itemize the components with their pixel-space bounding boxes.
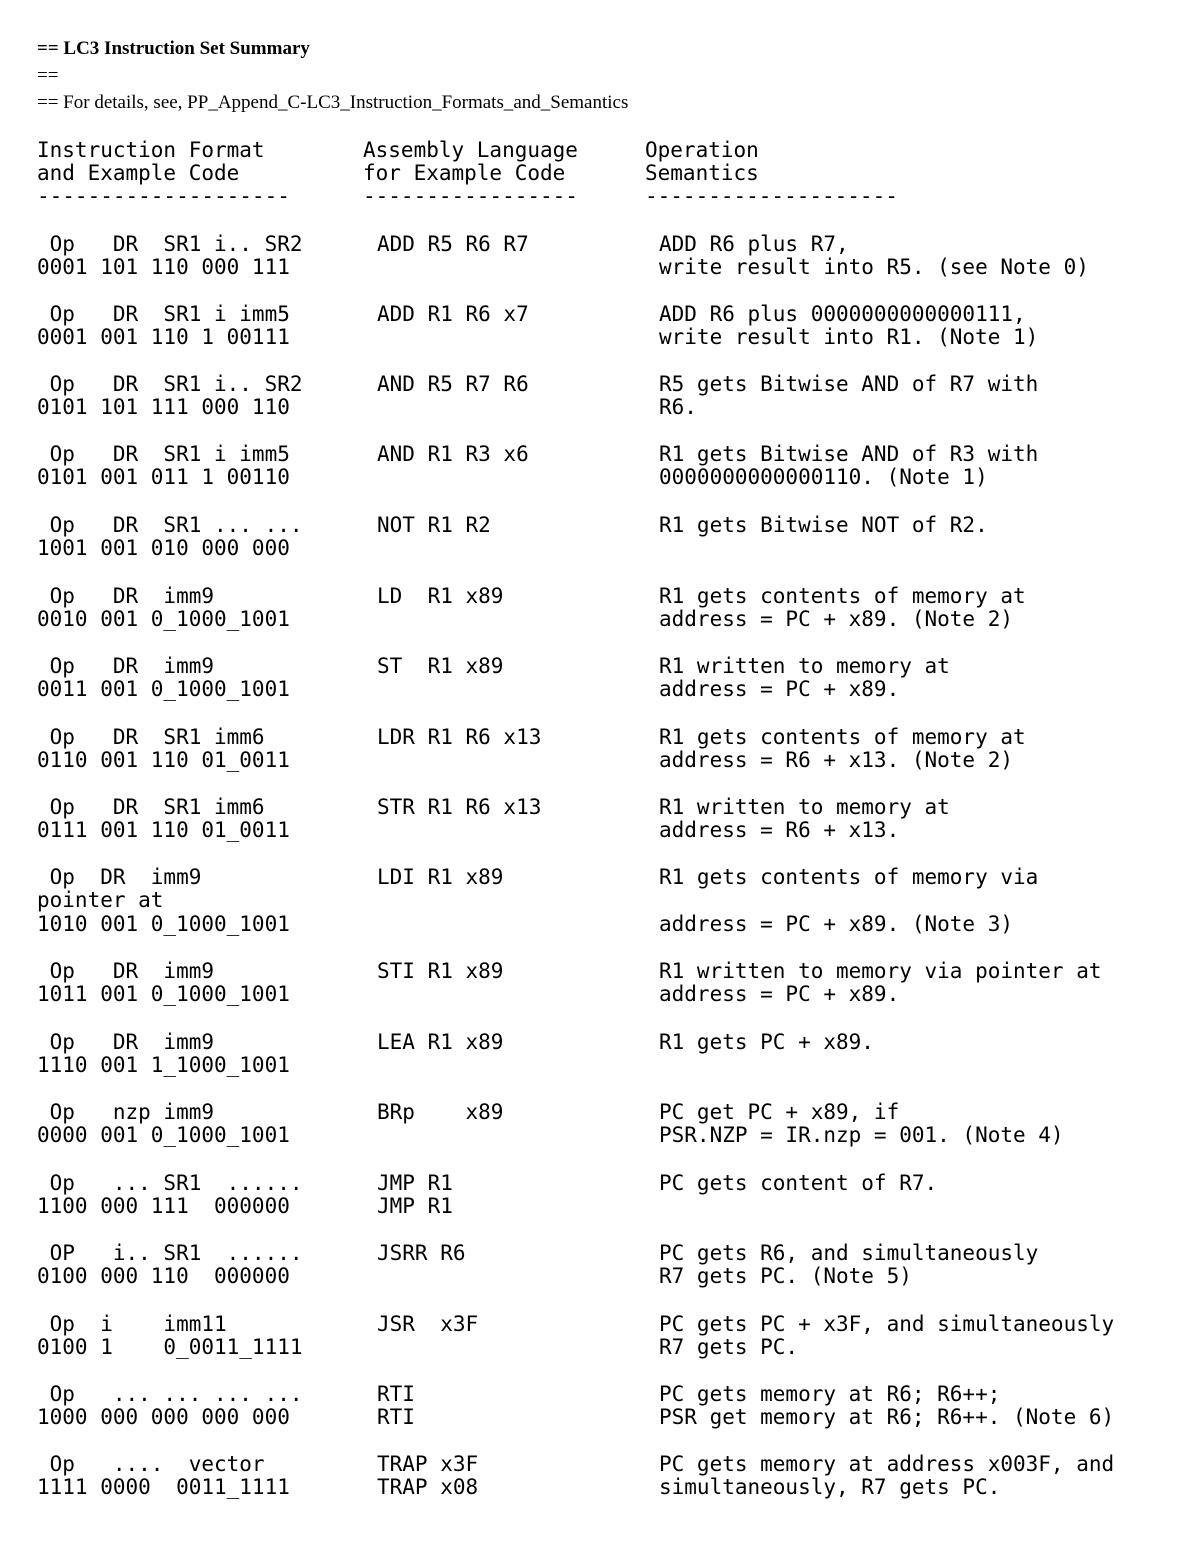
- assembly-code: LDR R1 R6 x13: [377, 725, 542, 749]
- assembly-code: ST R1 x89: [377, 654, 504, 678]
- instruction-row: [0, 1101, 1200, 1161]
- instruction-row: [0, 1453, 1200, 1513]
- instruction-row: [0, 655, 1200, 715]
- semantics-line-2: write result into R5. (see Note 0): [659, 255, 1089, 279]
- format-bits: 1010 001 0_1000_1001: [37, 912, 290, 936]
- semantics-line-1: R1 gets contents of memory at: [659, 584, 1026, 608]
- format-fields: Op i imm11: [37, 1312, 227, 1336]
- format-bits: 0011 001 0_1000_1001: [37, 677, 290, 701]
- instruction-row: [0, 726, 1200, 786]
- semantics-line-1: R1 gets Bitwise NOT of R2.: [659, 513, 988, 537]
- format-bits: 0001 101 110 000 111: [37, 255, 290, 279]
- format-bits: 1001 001 010 000 000: [37, 536, 290, 560]
- instruction-row: [0, 1031, 1200, 1091]
- semantics-line-1: R1 written to memory at: [659, 654, 950, 678]
- semantics-line-1: R1 written to memory via pointer at: [659, 959, 1102, 983]
- format-bits: 1000 000 000 000 000: [37, 1405, 290, 1429]
- format-fields: Op DR SR1 imm6: [37, 795, 265, 819]
- assembly-code: TRAP x3F: [377, 1452, 479, 1476]
- column-heading-assembly-2: for Example Code: [363, 161, 566, 185]
- format-bits: 1100 000 111 000000: [37, 1194, 290, 1218]
- format-bits: 1011 001 0_1000_1001: [37, 982, 290, 1006]
- format-fields: Op DR imm9: [37, 584, 215, 608]
- format-fields: Op DR SR1 i imm5: [37, 442, 290, 466]
- format-fields: Op DR SR1 imm6: [37, 725, 265, 749]
- semantics-line-1: R1 gets contents of memory at: [659, 725, 1026, 749]
- semantics-line-1: PC gets content of R7.: [659, 1171, 938, 1195]
- semantics-line-2: write result into R1. (Note 1): [659, 325, 1039, 349]
- format-fields: Op DR SR1 i.. SR2: [37, 232, 303, 256]
- column-heading-semantics-2: Semantics: [645, 161, 759, 185]
- instruction-row: [0, 1172, 1200, 1232]
- instruction-row: [0, 233, 1200, 293]
- semantics-line-1: ADD R6 plus R7,: [659, 232, 849, 256]
- column-heading-semantics-1: Operation: [645, 138, 759, 162]
- format-fields: Op nzp imm9: [37, 1100, 215, 1124]
- format-fields: Op DR imm9: [37, 865, 202, 889]
- semantics-line-2: address = PC + x89.: [659, 982, 900, 1006]
- semantics-line-1: PC gets memory at address x003F, and: [659, 1452, 1115, 1476]
- format-bits: 1110 001 1_1000_1001: [37, 1053, 290, 1077]
- semantics-line-2: simultaneously, R7 gets PC.: [659, 1475, 1001, 1499]
- instruction-row: [0, 796, 1200, 856]
- assembly-code: JSRR R6: [377, 1241, 466, 1265]
- instruction-row: [0, 514, 1200, 574]
- format-fields: Op DR imm9: [37, 959, 215, 983]
- instruction-row: [0, 443, 1200, 503]
- column-rule-format: --------------------: [37, 184, 290, 208]
- semantics-line-2: address = PC + x89. (Note 3): [659, 912, 1014, 936]
- format-fields: Op DR imm9: [37, 654, 215, 678]
- assembly-code: JMP R1: [377, 1171, 453, 1195]
- instruction-row: [0, 960, 1200, 1020]
- semantics-line-1: R1 written to memory at: [659, 795, 950, 819]
- semantics-line-1: PC gets memory at R6; R6++;: [659, 1382, 1001, 1406]
- column-heading-assembly-1: Assembly Language: [363, 138, 578, 162]
- column-rule-assembly: -----------------: [363, 184, 578, 208]
- column-heading-format-1: Instruction Format: [37, 138, 265, 162]
- format-fields: Op .... vector: [37, 1452, 265, 1476]
- semantics-line-1: PC gets R6, and simultaneously: [659, 1241, 1039, 1265]
- format-fields: Op DR SR1 i imm5: [37, 302, 290, 326]
- assembly-code: ADD R5 R6 R7: [377, 232, 529, 256]
- instruction-row: [0, 1313, 1200, 1373]
- assembly-code: STI R1 x89: [377, 959, 504, 983]
- instruction-row-ldi: [0, 866, 1200, 946]
- format-fields: Op DR imm9: [37, 1030, 215, 1054]
- assembly-code: STR R1 R6 x13: [377, 795, 542, 819]
- format-bits: 0110 001 110 01_0011: [37, 748, 290, 772]
- assembly-code: LDI R1 x89: [377, 865, 504, 889]
- semantics-line-2: address = PC + x89. (Note 2): [659, 607, 1014, 631]
- assembly-code: NOT R1 R2: [377, 513, 491, 537]
- semantics-line-1: R1 gets contents of memory via: [659, 865, 1039, 889]
- format-fields: Op ... ... ... ...: [37, 1382, 303, 1406]
- semantics-line-2: R6.: [659, 395, 697, 419]
- assembly-code-2: TRAP x08: [377, 1475, 479, 1499]
- format-bits: 0100 1 0_0011_1111: [37, 1335, 303, 1359]
- column-heading-format-2: and Example Code: [37, 161, 240, 185]
- assembly-code: BRp x89: [377, 1100, 504, 1124]
- doc-details-line: == For details, see, PP_Append_C-LC3_Instruction_Formats_and_Semantics: [37, 92, 629, 113]
- wrapped-text: pointer at: [37, 888, 164, 912]
- format-fields: Op DR SR1 ... ...: [37, 513, 303, 537]
- instruction-row: [0, 1383, 1200, 1443]
- semantics-line-2: R7 gets PC.: [659, 1335, 799, 1359]
- semantics-line-1: ADD R6 plus 0000000000000111,: [659, 302, 1026, 326]
- semantics-line-1: R5 gets Bitwise AND of R7 with: [659, 372, 1039, 396]
- format-fields: OP i.. SR1 ......: [37, 1241, 303, 1265]
- format-bits: 0101 101 111 000 110: [37, 395, 290, 419]
- semantics-line-1: R1 gets Bitwise AND of R3 with: [659, 442, 1039, 466]
- assembly-code: JSR x3F: [377, 1312, 479, 1336]
- instruction-row: [0, 585, 1200, 645]
- format-bits: 1111 0000 0011_1111: [37, 1475, 290, 1499]
- instruction-row: [0, 303, 1200, 363]
- doc-title: == LC3 Instruction Set Summary: [37, 38, 310, 59]
- semantics-line-2: 0000000000000110. (Note 1): [659, 465, 988, 489]
- column-rule-semantics: --------------------: [645, 184, 898, 208]
- format-fields: Op DR SR1 i.. SR2: [37, 372, 303, 396]
- format-bits: 0111 001 110 01_0011: [37, 818, 290, 842]
- semantics-line-2: R7 gets PC. (Note 5): [659, 1264, 912, 1288]
- assembly-code-2: RTI: [377, 1405, 415, 1429]
- instruction-row: [0, 373, 1200, 433]
- format-fields: Op ... SR1 ......: [37, 1171, 303, 1195]
- format-bits: 0010 001 0_1000_1001: [37, 607, 290, 631]
- assembly-code: LEA R1 x89: [377, 1030, 504, 1054]
- format-bits: 0100 000 110 000000: [37, 1264, 290, 1288]
- semantics-line-2: PSR get memory at R6; R6++. (Note 6): [659, 1405, 1115, 1429]
- semantics-line-1: R1 gets PC + x89.: [659, 1030, 874, 1054]
- semantics-line-2: PSR.NZP = IR.nzp = 001. (Note 4): [659, 1123, 1064, 1147]
- semantics-line-2: address = PC + x89.: [659, 677, 900, 701]
- semantics-line-1: PC gets PC + x3F, and simultaneously: [659, 1312, 1115, 1336]
- assembly-code: RTI: [377, 1382, 415, 1406]
- semantics-line-2: address = R6 + x13. (Note 2): [659, 748, 1014, 772]
- semantics-line-2: address = R6 + x13.: [659, 818, 900, 842]
- assembly-code: AND R1 R3 x6: [377, 442, 529, 466]
- instruction-row: [0, 1242, 1200, 1302]
- assembly-code: LD R1 x89: [377, 584, 504, 608]
- semantics-line-1: PC get PC + x89, if: [659, 1100, 900, 1124]
- format-bits: 0001 001 110 1 00111: [37, 325, 290, 349]
- format-bits: 0101 001 011 1 00110: [37, 465, 290, 489]
- assembly-code-2: JMP R1: [377, 1194, 453, 1218]
- assembly-code: ADD R1 R6 x7: [377, 302, 529, 326]
- format-bits: 0000 001 0_1000_1001: [37, 1123, 290, 1147]
- assembly-code: AND R5 R7 R6: [377, 372, 529, 396]
- doc-spacer: ==: [37, 65, 59, 86]
